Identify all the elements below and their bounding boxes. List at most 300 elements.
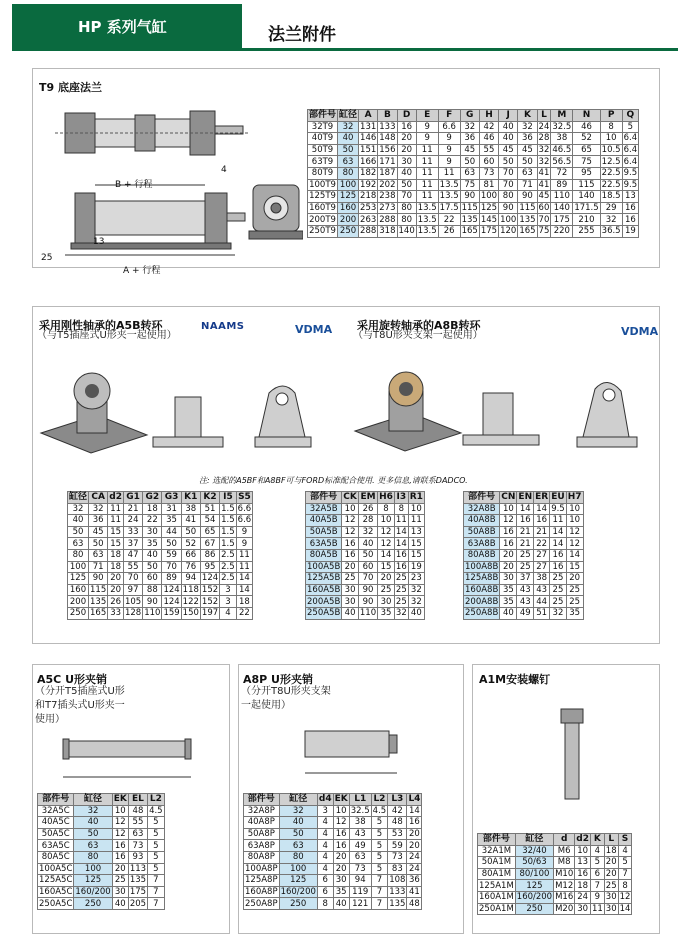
table-cell: 60	[143, 573, 162, 585]
table-row	[306, 526, 425, 538]
table-cell: 80	[397, 214, 416, 226]
table-cell: 250A5C	[39, 898, 73, 909]
table-cell: 4	[317, 863, 333, 875]
table-cell: 22.5	[601, 168, 621, 179]
table-cell: 32A5C	[38, 805, 74, 817]
table-cell: 32	[550, 607, 567, 619]
table-row	[244, 828, 422, 840]
table-cell: 125A8B	[465, 573, 499, 584]
table-cell: 21	[517, 538, 534, 550]
t9-body	[308, 121, 639, 237]
a8p-body	[244, 805, 422, 909]
table-cell: 32	[68, 503, 89, 515]
table-cell: 33	[108, 607, 124, 619]
table-cell: 200	[338, 214, 359, 226]
table-cell: 13	[408, 526, 424, 538]
table-cell: 160	[338, 202, 359, 214]
table-cell: 13.5	[439, 191, 459, 202]
table-cell: 140	[551, 202, 573, 214]
a5c-h: L2	[148, 794, 165, 806]
table-cell: 7	[148, 886, 165, 898]
table-cell: 4	[220, 607, 237, 619]
table-cell: 2.5	[221, 573, 235, 584]
t9-dim-13: 13	[93, 237, 105, 247]
swivel-t1-h: I5	[220, 492, 237, 504]
table-cell: 115	[519, 203, 536, 214]
table-cell: 25	[605, 880, 617, 891]
table-cell: 10	[112, 805, 128, 817]
table-cell: 32	[408, 584, 424, 596]
table-cell: 6	[590, 868, 604, 880]
table-row	[478, 903, 632, 915]
table-cell: 14	[236, 573, 253, 585]
table-cell: 146	[360, 133, 377, 144]
table-cell: 63	[338, 156, 359, 168]
table-cell: 32	[408, 596, 424, 608]
a5c-h: EK	[113, 794, 127, 805]
table-cell: 90	[89, 573, 108, 585]
table-cell: 88	[143, 584, 162, 596]
a1m-drawing	[533, 699, 613, 819]
table-cell: 67	[200, 538, 219, 550]
table-cell: 122	[182, 596, 199, 607]
table-cell: 32	[338, 121, 359, 133]
table-cell: 56.5	[552, 156, 572, 167]
swivel-t2-h: EM	[358, 492, 377, 504]
table-cell: 9	[416, 133, 438, 145]
table-cell: 50A5B	[306, 526, 342, 538]
swivel-t3-h: ER	[535, 492, 549, 503]
table-cell: 15	[108, 538, 124, 550]
table-cell: 108	[389, 875, 406, 886]
table-cell: 11	[416, 167, 438, 179]
table-cell: 100	[500, 214, 517, 225]
table-cell: 40	[112, 898, 128, 910]
table-cell: M10	[555, 869, 574, 880]
table-cell: 100A5C	[39, 863, 73, 874]
table-cell: 83	[388, 863, 407, 875]
table-cell: 14	[395, 538, 407, 549]
swivel-table-1	[67, 491, 253, 620]
table-cell: 20	[108, 584, 124, 596]
a8p-h: L1	[349, 794, 371, 806]
t9-h: B	[378, 110, 397, 122]
table-cell: 50	[68, 526, 89, 538]
table-cell: 46	[479, 133, 498, 145]
table-cell: 95	[200, 561, 219, 573]
table-cell: 40	[338, 133, 359, 145]
a8p-h: d4	[318, 794, 332, 805]
table-cell: 4	[618, 845, 632, 857]
table-cell: 32	[89, 503, 108, 515]
table-cell: 16	[550, 561, 567, 573]
swivel-t3-header-row	[464, 492, 584, 504]
table-cell: 20	[378, 573, 395, 585]
table-cell: 250	[68, 607, 89, 619]
table-cell: 9.5	[623, 168, 638, 179]
table-cell: 20	[342, 561, 359, 573]
table-cell: 9	[236, 538, 253, 550]
table-cell: 1.5	[221, 515, 235, 526]
table-row	[308, 225, 639, 237]
swivel-t1-h: K1	[181, 492, 200, 504]
a8p-h: L4	[408, 794, 421, 805]
table-cell: 45	[499, 144, 518, 156]
table-cell: 52	[181, 538, 200, 550]
table-cell: 36	[518, 133, 537, 145]
table-cell: 250	[279, 898, 317, 910]
table-cell: 115	[90, 585, 107, 596]
a5c-panel	[32, 664, 230, 934]
table-cell: 14	[236, 584, 253, 596]
table-row	[68, 607, 253, 619]
table-cell: 171.5	[574, 203, 599, 214]
vdma-logo: VDMA	[295, 323, 333, 336]
table-cell: 125A5B	[307, 573, 341, 584]
table-cell: 7	[148, 875, 165, 887]
table-cell: 53	[388, 828, 407, 840]
table-cell: 45	[460, 144, 479, 156]
table-cell: 43	[517, 584, 534, 596]
table-cell: 5	[148, 840, 165, 852]
table-cell: 26	[438, 225, 460, 237]
table-cell: 32	[518, 121, 537, 133]
table-cell: 2.5	[221, 550, 235, 561]
table-cell: 11	[236, 549, 253, 561]
table-cell: 7	[371, 898, 388, 910]
table-cell: 160A5C	[39, 887, 73, 898]
swivel-t2-h: R1	[409, 492, 423, 503]
table-row	[306, 573, 425, 585]
table-cell: 21	[123, 503, 142, 515]
table-cell: 16	[575, 868, 591, 880]
table-row	[306, 561, 425, 573]
table-cell: 80	[338, 167, 359, 179]
table-cell: 159	[163, 608, 180, 619]
swivel-t1-h: 缸径	[69, 492, 88, 503]
table-row	[308, 202, 639, 214]
table-cell: 9.5	[623, 179, 638, 190]
table-cell: 100	[338, 179, 359, 191]
a1m-h: L	[604, 834, 618, 846]
table-cell: 25	[112, 875, 128, 887]
a8b-title: 采用旋转轴承的A8B转环	[357, 319, 481, 332]
table-cell: 11	[108, 515, 124, 527]
table-cell: 32.5	[350, 805, 370, 816]
table-row	[308, 156, 639, 168]
table-cell: 273	[379, 203, 396, 214]
table-cell: 20	[605, 857, 617, 868]
table-cell: 63	[460, 167, 479, 179]
table-cell: 120	[500, 226, 517, 237]
t9-h: H	[479, 110, 498, 122]
table-cell: 20	[397, 144, 416, 156]
table-cell: 13	[575, 857, 591, 869]
table-cell: 90	[499, 202, 518, 214]
table-cell: 94	[181, 573, 200, 585]
table-cell: 182	[360, 168, 377, 179]
table-cell: 125	[68, 573, 89, 585]
table-cell: 5	[371, 863, 388, 875]
table-cell: 32	[279, 805, 317, 817]
table-cell: 14	[407, 805, 422, 817]
table-cell: 40	[279, 817, 317, 829]
table-row	[68, 526, 253, 538]
table-cell: 135	[389, 898, 406, 909]
table-row	[38, 817, 165, 829]
table-cell: 41	[538, 168, 550, 179]
table-cell: 50	[499, 156, 518, 168]
table-row	[68, 596, 253, 608]
table-cell: 100	[74, 863, 112, 875]
a5c-subtitle-3: 使用）	[35, 714, 65, 725]
table-cell: 18	[236, 596, 253, 608]
table-cell: 125	[515, 880, 553, 892]
table-cell: 20	[112, 863, 128, 875]
table-cell: 16	[517, 515, 534, 527]
table-cell: 86	[200, 549, 219, 561]
table-cell: 71	[518, 179, 537, 191]
table-cell: 253	[360, 203, 377, 214]
table-cell: 20	[500, 561, 517, 573]
a8p-h: 部件号	[244, 794, 280, 806]
swivel-t3-h: EU	[551, 492, 565, 503]
table-cell: 38	[349, 817, 371, 829]
table-cell: 250A1M	[479, 903, 514, 914]
table-cell: 76	[181, 561, 200, 573]
table-cell: 80A5C	[38, 851, 74, 863]
a1m-body	[478, 845, 632, 915]
table-cell: 41	[181, 515, 200, 527]
table-cell: 11	[236, 561, 253, 573]
a1m-panel	[472, 664, 660, 934]
table-cell: 263	[360, 214, 377, 225]
table-cell: 125A8P	[245, 875, 278, 886]
table-cell: 63A8B	[464, 538, 500, 550]
table-cell: 128	[124, 608, 142, 619]
table-cell: 38	[181, 503, 200, 515]
t9-h: P	[600, 110, 622, 122]
swivel-t1-body	[68, 503, 253, 619]
table-cell: 40	[499, 121, 518, 133]
t9-h: L	[537, 110, 551, 122]
table-cell: 10.5	[601, 145, 621, 156]
table-cell: 200T9	[309, 214, 336, 225]
t9-dim-4: 4	[221, 165, 227, 175]
table-cell: 93	[128, 851, 147, 863]
table-cell: 4	[317, 828, 333, 840]
table-cell: 16	[397, 121, 416, 133]
table-cell: 5	[148, 851, 165, 863]
table-cell: 121	[349, 898, 371, 910]
table-cell: 40T9	[308, 133, 338, 145]
table-cell: 63	[89, 549, 108, 561]
table-cell: 24	[538, 121, 550, 132]
table-cell: 255	[573, 225, 600, 237]
table-cell: 175	[129, 887, 147, 898]
table-cell: 11	[416, 179, 438, 191]
table-cell: 15	[378, 561, 395, 573]
table-row	[478, 868, 632, 880]
table-cell: 27	[534, 549, 550, 561]
table-cell: 35	[143, 538, 162, 550]
table-row	[308, 191, 639, 203]
table-cell: 25	[550, 596, 567, 608]
table-cell: 16	[112, 851, 128, 863]
table-cell: 25	[395, 585, 407, 596]
table-cell: 70	[499, 167, 518, 179]
table-cell: 29	[600, 202, 622, 214]
table-cell: 45	[538, 191, 550, 202]
swivel-t2-body	[306, 503, 425, 619]
table-cell: 60	[538, 203, 550, 214]
table-cell: 10	[566, 503, 583, 515]
table-cell: 63	[68, 538, 89, 550]
table-cell: 63	[349, 851, 371, 863]
table-cell: 9	[590, 891, 604, 903]
table-cell: 12	[566, 526, 583, 538]
table-cell: 220	[551, 225, 573, 237]
table-cell: 10	[408, 503, 424, 515]
table-cell: 205	[129, 898, 147, 909]
table-cell: 4.5	[372, 805, 387, 816]
table-cell: 14	[550, 526, 567, 538]
table-cell: 250A8P	[245, 898, 278, 909]
table-cell: 16	[395, 550, 407, 561]
swivel-t1-h: K2	[200, 492, 219, 504]
table-row	[38, 840, 165, 852]
table-cell: 35	[333, 886, 349, 898]
table-row	[244, 898, 422, 910]
table-row	[244, 840, 422, 852]
table-cell: 38	[534, 573, 550, 585]
table-cell: 32	[74, 805, 112, 817]
table-cell: 43	[517, 596, 534, 608]
table-cell: 16	[333, 840, 349, 852]
table-row	[68, 538, 253, 550]
table-cell: 135	[129, 875, 147, 886]
swivel-t1-h: d2	[109, 492, 122, 503]
table-cell: 24	[407, 863, 422, 875]
t9-h: A	[359, 110, 378, 122]
table-cell: 10	[342, 503, 359, 515]
table-cell: 175	[551, 214, 573, 226]
table-cell: 25	[566, 596, 583, 608]
a8p-h: L3	[388, 794, 407, 806]
table-cell: 16	[407, 817, 422, 829]
table-cell: 148	[379, 133, 396, 144]
table-cell: 50	[89, 538, 108, 550]
table-cell: 50	[358, 549, 377, 561]
table-cell: 26	[358, 503, 377, 515]
table-cell: 171	[379, 156, 396, 167]
table-cell: 250	[74, 898, 112, 910]
table-row	[464, 526, 584, 538]
t9-dim-b: B + 行程	[115, 180, 153, 190]
table-cell: 22.5	[601, 179, 621, 190]
table-cell: 75	[573, 156, 600, 168]
table-cell: 60	[479, 156, 498, 168]
table-cell: 40	[358, 538, 377, 550]
table-cell: 50	[181, 526, 200, 538]
table-cell: 11	[591, 903, 603, 914]
table-cell: 32	[538, 156, 550, 167]
table-cell: 166	[360, 156, 377, 167]
t9-h: Q	[622, 110, 639, 122]
table-cell: 16	[534, 515, 550, 527]
table-cell: 30	[397, 156, 416, 168]
a5b-subtitle: （与T5插座式U形夹一起使用）	[37, 330, 177, 341]
a5c-subtitle-1: （分开T5插座式U形	[35, 686, 125, 697]
table-cell: 35	[500, 596, 517, 608]
t9-dim-a: A + 行程	[123, 266, 161, 276]
swivel-t1-h: S5	[238, 492, 251, 503]
table-cell: 160A8P	[245, 887, 278, 898]
table-cell: 70	[499, 179, 518, 191]
table-cell: 80	[74, 851, 112, 863]
table-row	[244, 863, 422, 875]
table-cell: 80	[499, 191, 518, 203]
table-cell: 40	[68, 515, 89, 527]
table-cell: 5	[148, 828, 165, 840]
swivel-note: 注: 选配的A5BF和A8BF可与FORD标准配合使用. 更多信息,请联系DADCO.	[199, 476, 468, 485]
table-row	[464, 538, 584, 550]
swivel-t3-h: 部件号	[464, 492, 500, 504]
table-cell: 21	[534, 526, 550, 538]
table-cell: 42	[388, 805, 407, 817]
swivel-t2-h: I3	[394, 492, 408, 504]
table-cell: 40A5C	[38, 817, 74, 829]
table-cell: 50A1M	[478, 857, 516, 869]
table-cell: 12	[500, 515, 517, 527]
table-cell: 6.6	[237, 515, 252, 526]
table-cell: 9.5	[551, 503, 565, 514]
table-cell: 63A5C	[38, 840, 74, 852]
table-cell: 16	[500, 526, 517, 538]
table-cell: 151	[360, 145, 377, 156]
table-row	[244, 886, 422, 898]
table-cell: 250T9	[309, 226, 336, 237]
table-cell: 42	[479, 121, 498, 133]
table-cell: 14	[550, 538, 567, 550]
table-row	[38, 851, 165, 863]
table-cell: 80/100	[515, 868, 553, 880]
table-cell: 22	[534, 538, 550, 550]
table-cell: 52	[573, 133, 600, 145]
table-cell: 63A8P	[244, 840, 280, 852]
table-row	[68, 549, 253, 561]
table-cell: 14	[619, 903, 631, 914]
table-cell: 28	[358, 515, 377, 527]
table-cell: 150	[182, 608, 199, 619]
table-cell: 13.5	[417, 226, 437, 237]
table-cell: 32.5	[552, 121, 572, 132]
table-cell: 210	[573, 214, 600, 226]
table-cell: 192	[360, 179, 377, 190]
table-cell: 15	[408, 549, 424, 561]
table-cell: 12	[342, 526, 359, 538]
table-cell: 5	[148, 863, 165, 875]
t9-header-row	[308, 110, 639, 122]
table-cell: 80	[68, 549, 89, 561]
a5c-body	[38, 805, 165, 909]
table-cell: 6	[317, 875, 333, 887]
table-row	[464, 584, 584, 596]
table-cell: 2.5	[221, 561, 235, 572]
table-cell: 14	[395, 527, 407, 538]
table-cell: 9	[438, 133, 460, 145]
a8p-title: A8P U形夹销	[243, 673, 313, 686]
